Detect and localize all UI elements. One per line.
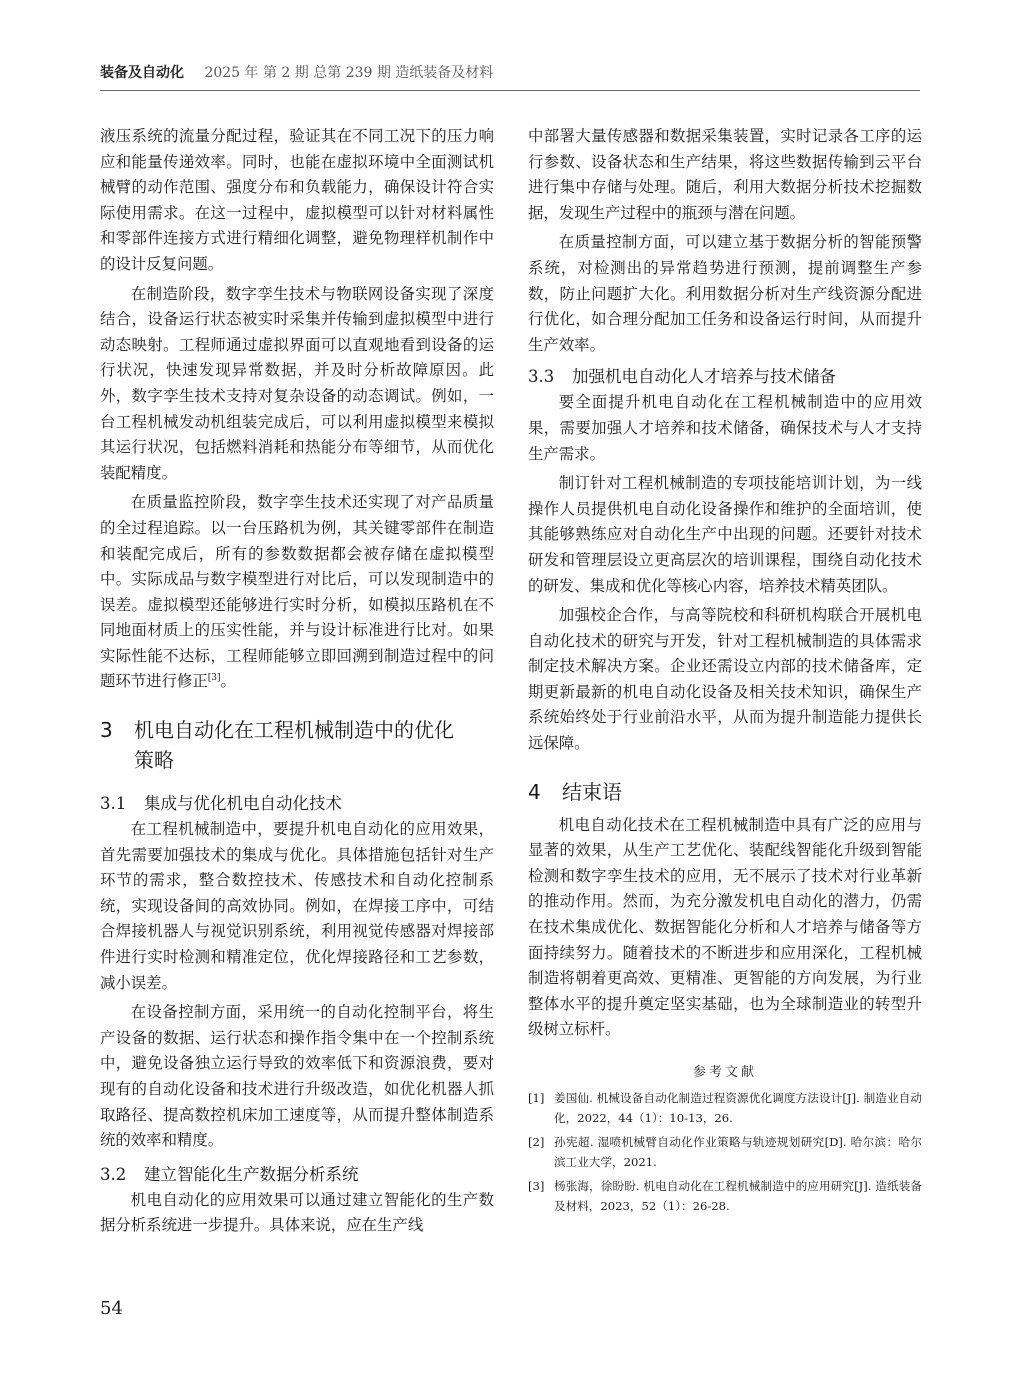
paragraph: 液压系统的流量分配过程，验证其在不同工况下的压力响应和能量传递效率。同时，也能在虚拟环境中全面测试机械臂的动作范围、强度分布和负载能力，确保设计符合实际使用需求。在这一过程中，虚拟模型可以针对材料属性和零部件连接方式进行精细化调整，避免物理样机制作中的设计反复问题。	[100, 127, 494, 273]
section-title: 结束语	[562, 779, 622, 804]
reference-text: 姜国仙. 机械设备自动化制造过程资源优化调度方法设计[J]. 制造业自动化，2022，44（1）：10-13，26.	[554, 1091, 922, 1125]
section-heading-3	[100, 715, 494, 775]
reference-item	[528, 1176, 922, 1216]
subsection-title: 建立智能化生产数据分析系统	[144, 1164, 359, 1184]
subsection-heading-3-1	[100, 791, 494, 817]
paragraph: 机电自动化的应用效果可以通过建立智能化的生产数据分析系统进一步提升。具体来说，应在生产线	[100, 1190, 494, 1235]
section-title: 机电自动化在工程机械制造中的优化	[134, 718, 454, 743]
paragraph-end: 。	[220, 672, 236, 691]
reference-number: [2]	[528, 1135, 545, 1149]
references-title: 参考文献	[692, 1065, 757, 1080]
reference-text: 孙宪超. 湿喷机械臂自动化作业策略与轨迹规划研究[D]. 哈尔滨：哈尔滨工业大学，2021.	[554, 1135, 922, 1169]
paragraph: 机电自动化技术在工程机械制造中具有广泛的应用与显著的效果，从生产工艺优化、装配线智能化升级到智能检测和数字孪生技术的应用，无不展示了技术对行业革新的推动作用。然而，为充分激发机电自动化的潜力，仍需在技术集成优化、数据智能化分析和人才培养与储备等方面持续努力。随着技术的不断进步和应用深化，工程机械制造将朝着更高效、更精准、更智能的方向发展，为行业整体水平的提升奠定坚实基础，也为全球制造业的转型升级树立标杆。	[528, 815, 922, 1039]
subsection-title: 加强机电自动化人才培养与技术储备	[572, 367, 836, 387]
paragraph	[100, 490, 494, 695]
paragraph: 制订针对工程机械制造的专项技能培训计划，为一线操作人员提供机电自动化设备操作和维护的全面培训，使其能够熟练应对自动化生产中出现的问题。还要针对技术研发和管理层设立更高层次的培训课程，围绕自动化技术的研发、集成和优化等核心内容，培养技术精英团队。	[528, 474, 922, 595]
journal-issue-info: 2025 年 第 2 期 总第 239 期 造纸装备及材料	[204, 65, 494, 81]
subsection-title: 集成与优化机电自动化技术	[144, 794, 342, 814]
running-header	[100, 62, 920, 82]
reference-number: [1]	[528, 1091, 545, 1105]
subsection-heading-3-3	[528, 364, 922, 390]
page-number: 54	[100, 1298, 123, 1319]
reference-item	[528, 1088, 922, 1128]
right-column	[528, 124, 922, 1216]
paragraph: 在设备控制方面，采用统一的自动化控制平台，将生产设备的数据、运行状态和操作指令集中在一个控制系统中，避免设备独立运行导致的效率低下和资源浪费，要对现有的自动化设备和技术进行升级改造，如优化机器人抓取路径、提高数控机床加工速度等，从而提升整体制造系统的效率和精度。	[100, 1003, 494, 1150]
citation-ref: [3]	[207, 673, 221, 684]
journal-section-name: 装备及自动化	[100, 65, 184, 81]
paragraph-text: 在质量监控阶段，数字孪生技术还实现了对产品质量的全过程追踪。以一台压路机为例，其关键零部件在制造和装配完成后，所有的参数数据都会被存储在虚拟模型中。实际成品与数字模型进行对比后，可以发现制造中的误差。虚拟模型还能够进行实时分析，如模拟压路机在不同地面材质上的压实性能，并与设计标准进行比对。如果实际性能不达标，工程师能够立即回溯到制造过程中的问题环节进行修正	[100, 493, 494, 691]
reference-list	[528, 1088, 922, 1216]
left-column	[100, 124, 494, 1239]
subsection-number: 3.1	[100, 794, 127, 814]
paragraph: 要全面提升机电自动化在工程机械制造中的应用效果，需要加强人才培养和技术储备，确保技术与人才支持生产需求。	[528, 393, 922, 463]
section-heading-4	[528, 777, 922, 807]
reference-text: 杨张海，徐盼盼. 机电自动化在工程机械制造中的应用研究[J]. 造纸装备及材料，2023，52（1）：26-28.	[554, 1179, 922, 1213]
subsection-number: 3.3	[528, 367, 555, 387]
paragraph: 在制造阶段，数字孪生技术与物联网设备实现了深度结合，设备运行状态被实时采集并传输到虚拟模型中进行动态映射。工程师通过虚拟界面可以直观地看到设备的运行状况，快速发现异常数据，并及时分析故障原因。此外，数字孪生技术支持对复杂设备的动态调试。例如，一台工程机械发动机组装完成后，可以利用虚拟模型来模拟其运行状况，包括燃料消耗和热能分布等细节，从而优化装配精度。	[100, 284, 494, 482]
section-number: 4	[528, 779, 541, 804]
subsection-number: 3.2	[100, 1164, 127, 1184]
subsection-heading-3-2	[100, 1162, 494, 1188]
reference-number: [3]	[528, 1179, 545, 1193]
paragraph: 在工程机械制造中，要提升机电自动化的应用效果，首先需要加强技术的集成与优化。具体措施包括针对生产环节的需求，整合数控技术、传感技术和自动化控制系统，实现设备间的高效协同。例如，在焊接工序中，可结合焊接机器人与视觉识别系统，利用视觉传感器对焊接部件进行实时检测和精准定位，优化焊接路径和工艺参数，减小误差。	[100, 820, 494, 992]
paragraph: 加强校企合作，与高等院校和科研机构联合开展机电自动化技术的研究与开发，针对工程机械制造的具体需求制定技术解决方案。企业还需设立内部的技术储备库，定期更新最新的机电自动化设备及相关技术知识，确保生产系统始终处于行业前沿水平，从而为提升制造能力提供长远保障。	[528, 606, 922, 753]
section-number: 3	[100, 718, 113, 743]
header-rule	[100, 90, 920, 91]
section-title-cont: 策略	[134, 748, 174, 773]
paragraph: 中部署大量传感器和数据采集装置，实时记录各工序的运行参数、设备状态和生产结果，将这些数据传输到云平台进行集中存储与处理。随后，利用大数据分析技术挖掘数据，发现生产过程中的瓶颈与潜在问题。	[528, 127, 922, 222]
reference-item	[528, 1132, 922, 1172]
paragraph: 在质量控制方面，可以建立基于数据分析的智能预警系统，对检测出的异常趋势进行预测，提前调整生产参数，防止问题扩大化。利用数据分析对生产线资源分配进行优化，如合理分配加工任务和设备运行时间，从而提升生产效率。	[528, 233, 922, 354]
